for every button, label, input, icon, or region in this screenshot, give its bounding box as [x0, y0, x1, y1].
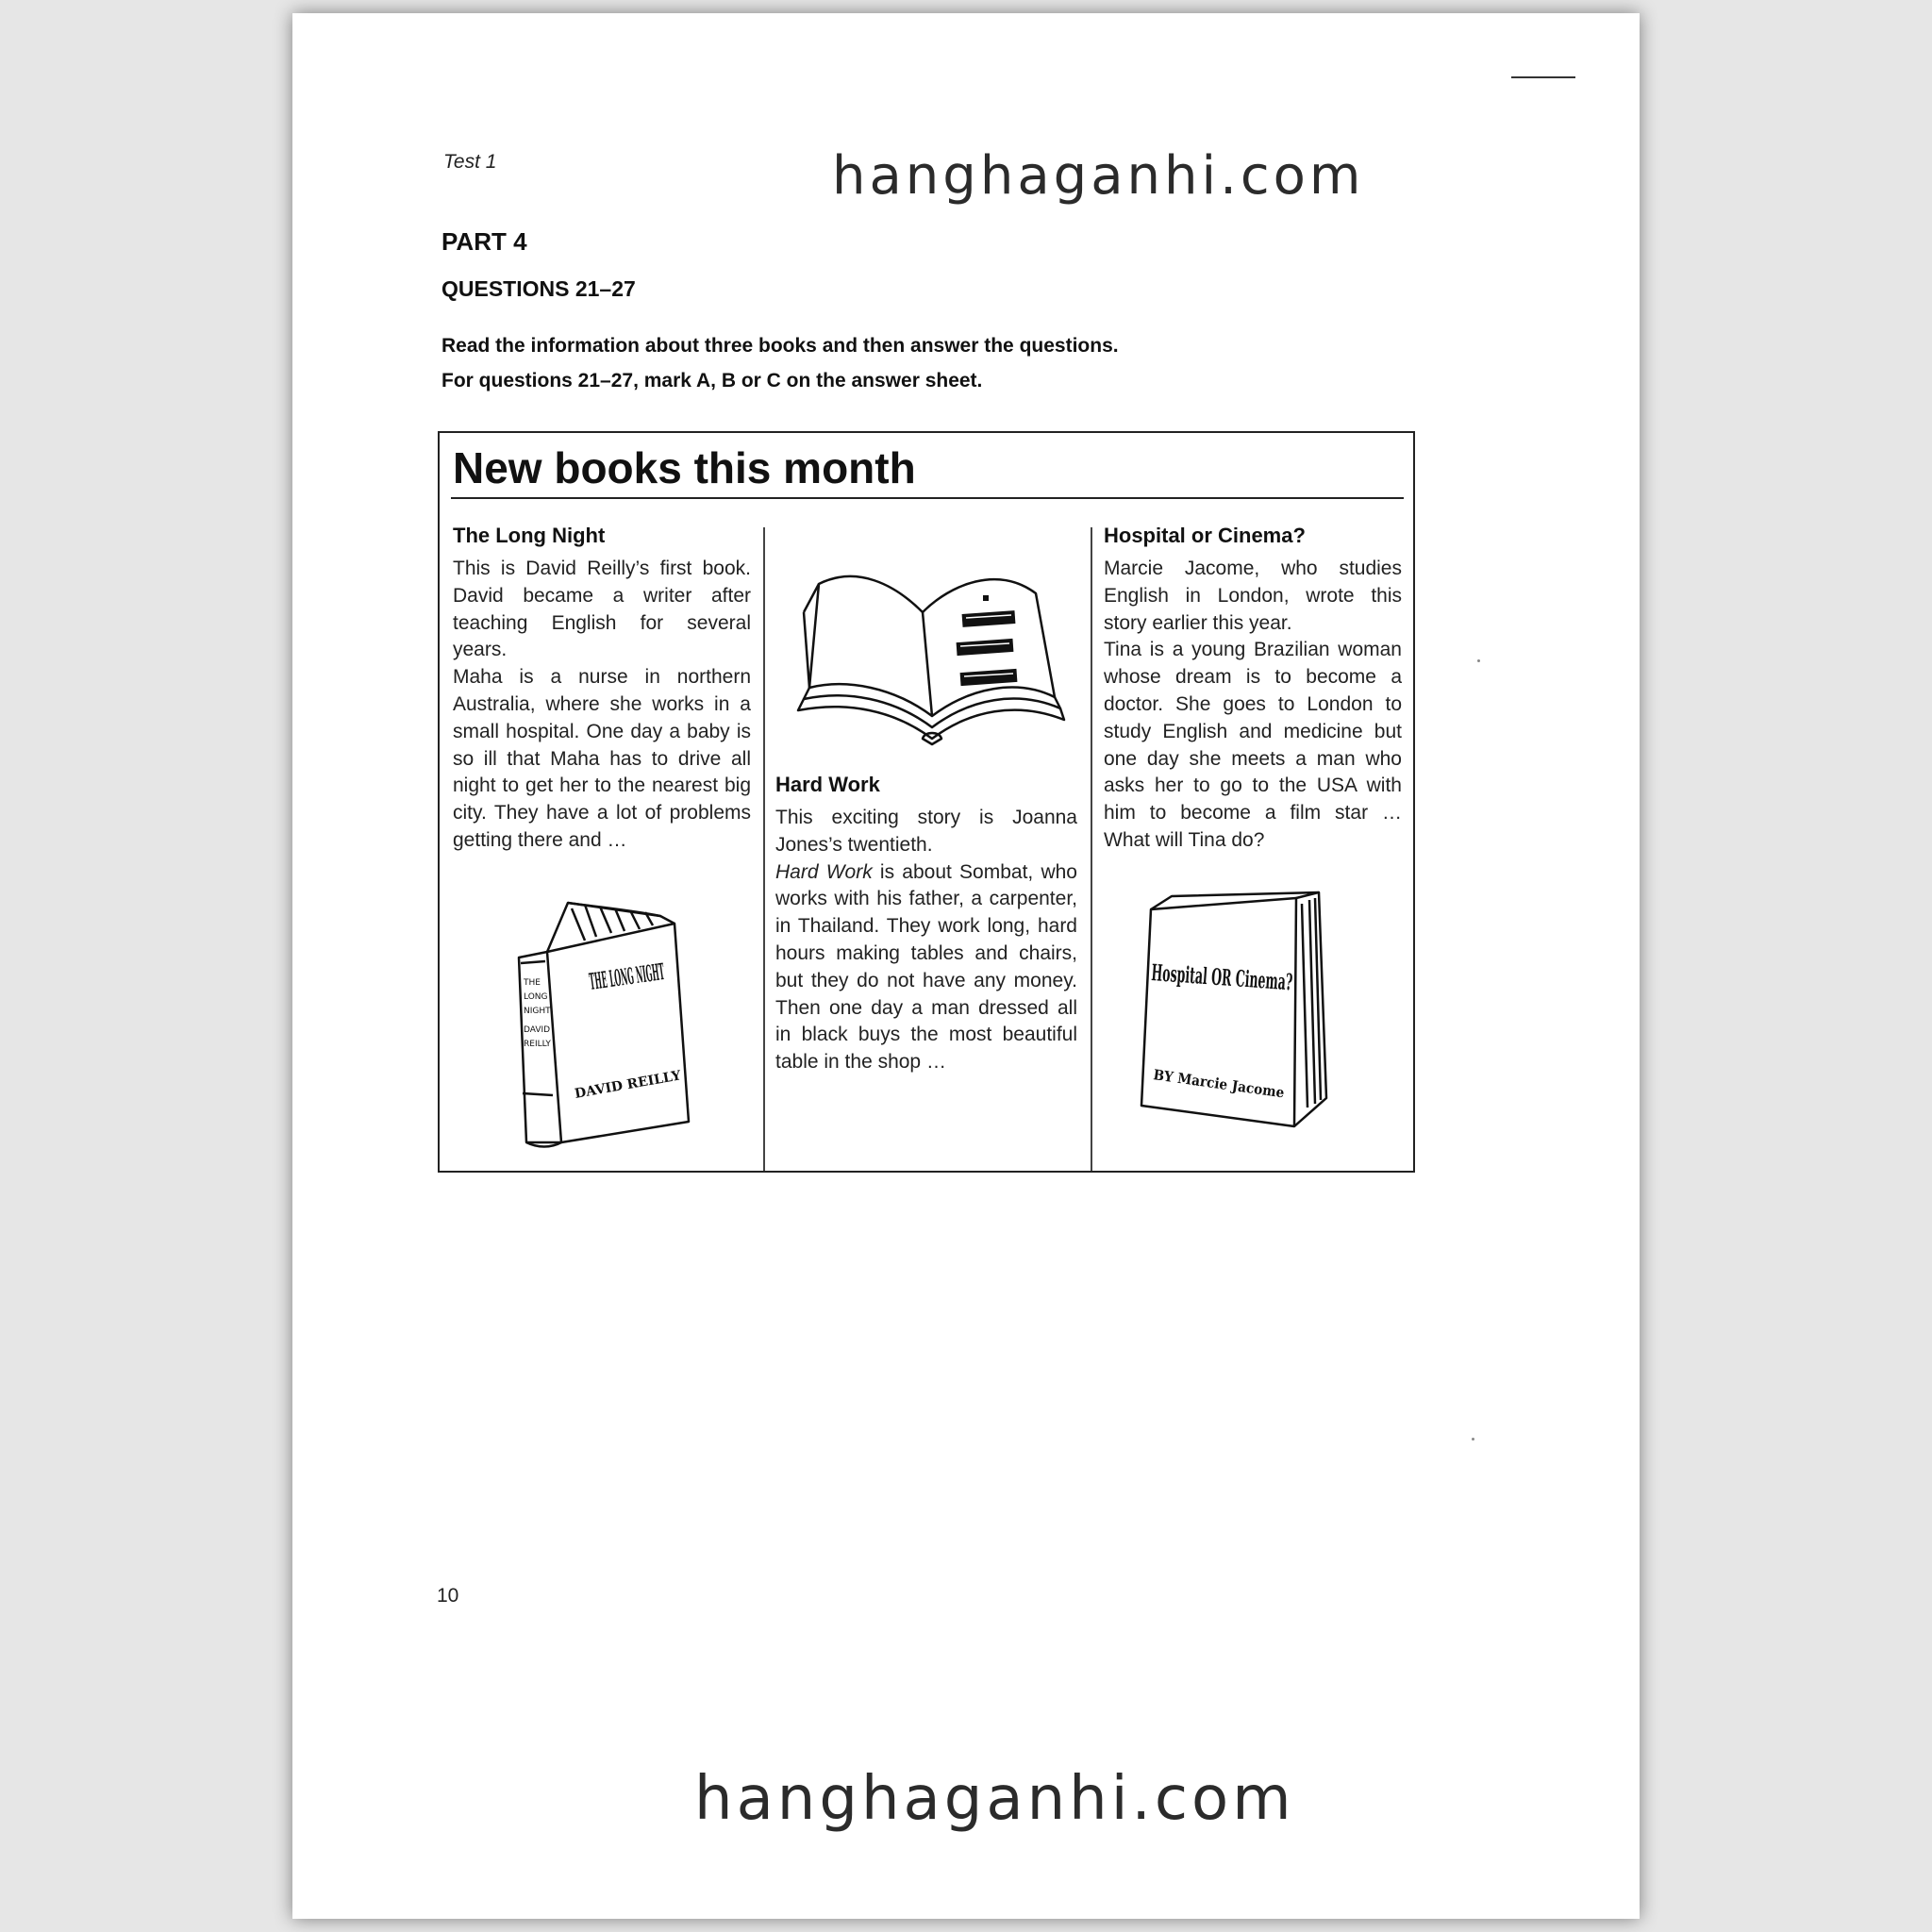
svg-text:DAVID: DAVID	[524, 1025, 551, 1035]
book-paragraph-rest: is about Sombat, who works with his father, a carpenter, in Thailand. They work long, hard hours making tables and chairs, but they do not have any money. Then one day a man dressed all in black buys the most beautiful table in the shop …	[775, 860, 1077, 1074]
book-description-hospital-or-cinema	[1104, 556, 1402, 855]
corner-rule	[1511, 76, 1575, 78]
cover-author: BY Marcie Jacome	[1152, 1066, 1299, 1104]
book-paragraph: Maha is a nurse in northern Australia, where she works in a small hospital. One day a baby is so ill that Maha has to drive all night to get her to the nearest big city. They have a lot of problems getting there and …	[453, 666, 751, 851]
book-title-long-night: The Long Night	[453, 524, 606, 547]
svg-text:THE: THE	[524, 978, 541, 988]
svg-text:NIGHT: NIGHT	[524, 1007, 551, 1016]
svg-text:LONG: LONG	[524, 992, 548, 1002]
svg-text:REILLY: REILLY	[524, 1040, 551, 1049]
document-page	[292, 13, 1640, 1919]
hospital-cinema-book-illustration	[1134, 891, 1424, 1145]
long-night-book-illustration	[509, 895, 825, 1150]
part-title: PART 4	[441, 227, 527, 256]
book-title-hard-work: Hard Work	[775, 773, 880, 796]
test-label: Test 1	[443, 151, 497, 173]
instruction-line: Read the information about three books and then answer the questions.	[441, 335, 1119, 357]
watermark-bottom: hanghaganhi.com	[694, 1764, 1295, 1834]
heading-rule	[451, 497, 1404, 499]
page-number: 10	[437, 1585, 459, 1607]
column-divider	[1091, 527, 1092, 1171]
book-description-long-night	[453, 556, 751, 855]
questions-title: QUESTIONS 21–27	[441, 276, 636, 301]
cover-title: THE LONG NIGHT	[587, 935, 825, 995]
book-description-hard-work	[775, 805, 1077, 1076]
book-paragraph: Tina is a young Brazilian woman whose dream is to become a doctor. She goes to London to study English and medicine but one day she meets a man who asks her to go to the USA with him to become a film star … What will Tina do?	[1104, 639, 1402, 851]
book-paragraph: Marcie Jacome, who studies English in London, wrote this story earlier this year.	[1104, 558, 1402, 634]
watermark-top: hanghaganhi.com	[832, 145, 1365, 207]
cover-title: Hospital OR Cinema?	[1150, 958, 1424, 1006]
open-book-illustration	[791, 546, 1064, 744]
box-heading: New books this month	[453, 443, 916, 492]
instructions	[441, 328, 1119, 398]
scan-speck	[1477, 659, 1480, 662]
book-title-italic: Hard Work	[775, 860, 873, 883]
book-paragraph: This exciting story is Joanna Jones’s twentieth.	[775, 807, 1077, 856]
instruction-line: For questions 21–27, mark A, B or C on the answer sheet.	[441, 370, 983, 391]
column-divider	[763, 527, 765, 1171]
book-title-hospital-or-cinema: Hospital or Cinema?	[1104, 524, 1306, 547]
books-box	[438, 431, 1424, 1173]
scan-speck	[1472, 1438, 1474, 1441]
book-paragraph: This is David Reilly’s first book. David became a writer after teaching English for several years.	[453, 558, 751, 661]
book-paragraph	[775, 859, 1077, 1076]
cover-author: DAVID REILLY	[573, 1068, 683, 1102]
